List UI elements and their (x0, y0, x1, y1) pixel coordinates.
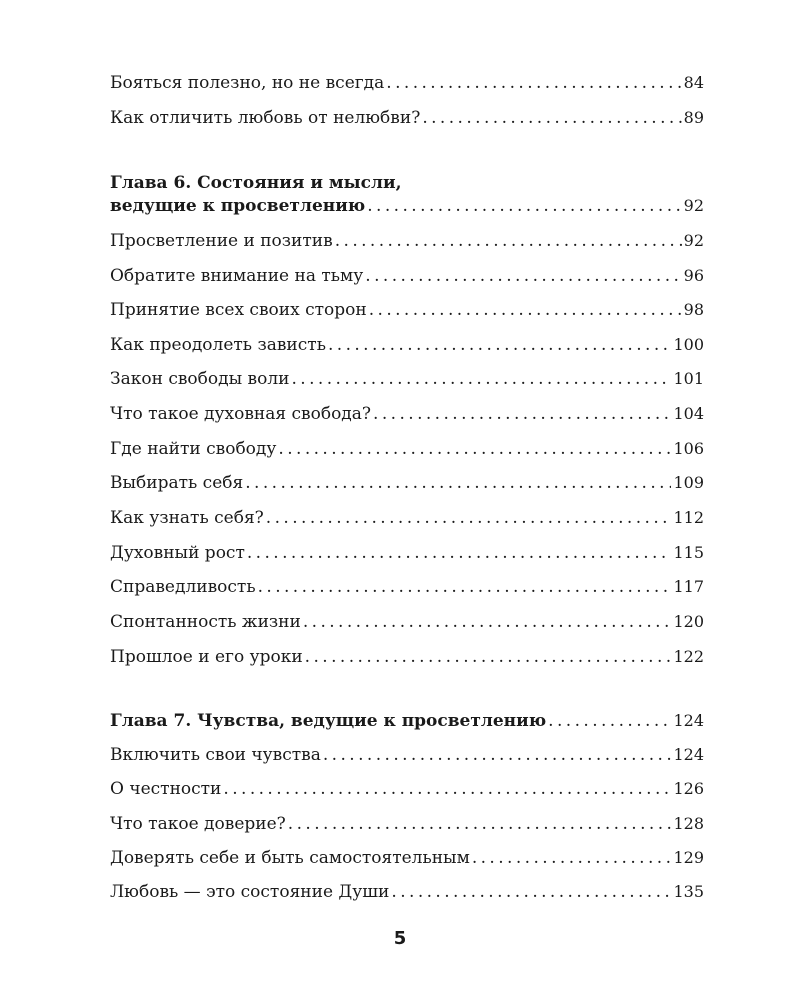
chapter-7-title: Глава 7. Чувства, ведущие к просветлению (110, 711, 547, 731)
toc-entry-title: Духовный рост (110, 543, 245, 563)
toc-entry-page: 92 (683, 231, 704, 250)
toc-entry-page: 101 (673, 369, 704, 388)
toc-entry-title: Справедливость (110, 577, 256, 597)
toc-entry-page: 84 (683, 73, 704, 92)
toc-entry (110, 507, 704, 529)
toc-entry-title: Что такое духовная свобода? (110, 404, 372, 424)
toc-entry (110, 403, 704, 425)
toc-entry-title: Где найти свободу (110, 439, 277, 459)
leader-dots (245, 472, 671, 494)
leader-dots (223, 778, 671, 800)
toc-entry-page: 124 (673, 745, 704, 764)
toc-entry (110, 72, 704, 94)
leader-dots (305, 646, 672, 668)
toc-entry (110, 813, 704, 835)
leader-dots (373, 403, 671, 425)
toc-entry-title: Прошлое и его уроки (110, 647, 303, 667)
chapter-7-page: 124 (673, 711, 704, 730)
toc-entry (110, 646, 704, 668)
leader-dots (258, 576, 672, 598)
toc-entry-title: Как преодолеть зависть (110, 335, 326, 355)
leader-dots (548, 710, 671, 732)
leader-dots (367, 195, 681, 217)
leader-dots (391, 881, 671, 903)
toc-entry-page: 104 (673, 404, 704, 423)
chapter-6-title-line1: Глава 6. Состояния и мысли, (110, 173, 402, 193)
chapter-6-title-line2: ведущие к просветлению (110, 196, 366, 216)
leader-dots (365, 265, 681, 287)
toc-entry-page: 109 (673, 473, 704, 492)
toc-entry-page: 135 (673, 882, 704, 901)
toc-entry (110, 576, 704, 598)
toc-entry-page: 115 (673, 543, 704, 562)
chapter-6-page: 92 (683, 196, 704, 215)
toc-entry-title: Доверять себе и быть самостоятельным (110, 848, 470, 868)
leader-dots (278, 438, 671, 460)
toc-entry-page: 98 (683, 300, 704, 319)
leader-dots (247, 542, 672, 564)
toc-entry-page: 112 (673, 508, 704, 527)
toc-entry (110, 778, 704, 800)
toc-entry-title: Любовь — это состояние Души (110, 882, 390, 902)
toc-entry-title: Как узнать себя? (110, 508, 264, 528)
toc-entry-title: Просветление и позитив (110, 231, 333, 251)
toc-entry-title: Спонтанность жизни (110, 612, 301, 632)
toc-entry-page: 96 (683, 266, 704, 285)
toc-entry (110, 472, 704, 494)
toc-entry-title: Бояться полезно, но не всегда (110, 73, 385, 93)
toc-entry-page: 100 (673, 335, 704, 354)
toc-entry-page: 122 (673, 647, 704, 666)
leader-dots (422, 107, 681, 129)
toc-entry-title: Принятие всех своих сторон (110, 300, 367, 320)
leader-dots (369, 299, 682, 321)
leader-dots (472, 847, 672, 869)
leader-dots (328, 334, 672, 356)
toc-entry-title: Обратите внимание на тьму (110, 266, 364, 286)
toc-entry (110, 334, 704, 356)
toc-entry-title: Как отличить любовь от нелюбви? (110, 108, 421, 128)
toc-entry (110, 847, 704, 869)
toc-entry-title: Включить свои чувства (110, 745, 321, 765)
toc-entry-title: Выбирать себя (110, 473, 244, 493)
toc-entry-page: 120 (673, 612, 704, 631)
leader-dots (288, 813, 672, 835)
toc-entry-page: 117 (673, 577, 704, 596)
chapter-6-heading (110, 195, 704, 217)
toc-entry (110, 542, 704, 564)
leader-dots (386, 72, 681, 94)
toc-entry (110, 299, 704, 321)
toc-entry (110, 438, 704, 460)
leader-dots (335, 230, 682, 252)
chapter-7-heading (110, 710, 704, 732)
toc-entry-title: О честности (110, 779, 222, 799)
leader-dots (291, 368, 671, 390)
toc-entry-page: 89 (683, 108, 704, 127)
toc-entry-page: 128 (673, 814, 704, 833)
toc-entry (110, 881, 704, 903)
toc-entry (110, 611, 704, 633)
leader-dots (266, 507, 672, 529)
toc-entry (110, 368, 704, 390)
leader-dots (323, 744, 672, 766)
toc-entry-page: 106 (673, 439, 704, 458)
leader-dots (303, 611, 672, 633)
toc-entry-title: Что такое доверие? (110, 814, 286, 834)
toc-entry (110, 107, 704, 129)
toc-entry-title: Закон свободы воли (110, 369, 290, 389)
toc-entry-page: 126 (673, 779, 704, 798)
toc-entry (110, 744, 704, 766)
toc-entry (110, 230, 704, 252)
toc-entry-page: 129 (673, 848, 704, 867)
page-number: 5 (393, 928, 407, 949)
toc-entry (110, 265, 704, 287)
